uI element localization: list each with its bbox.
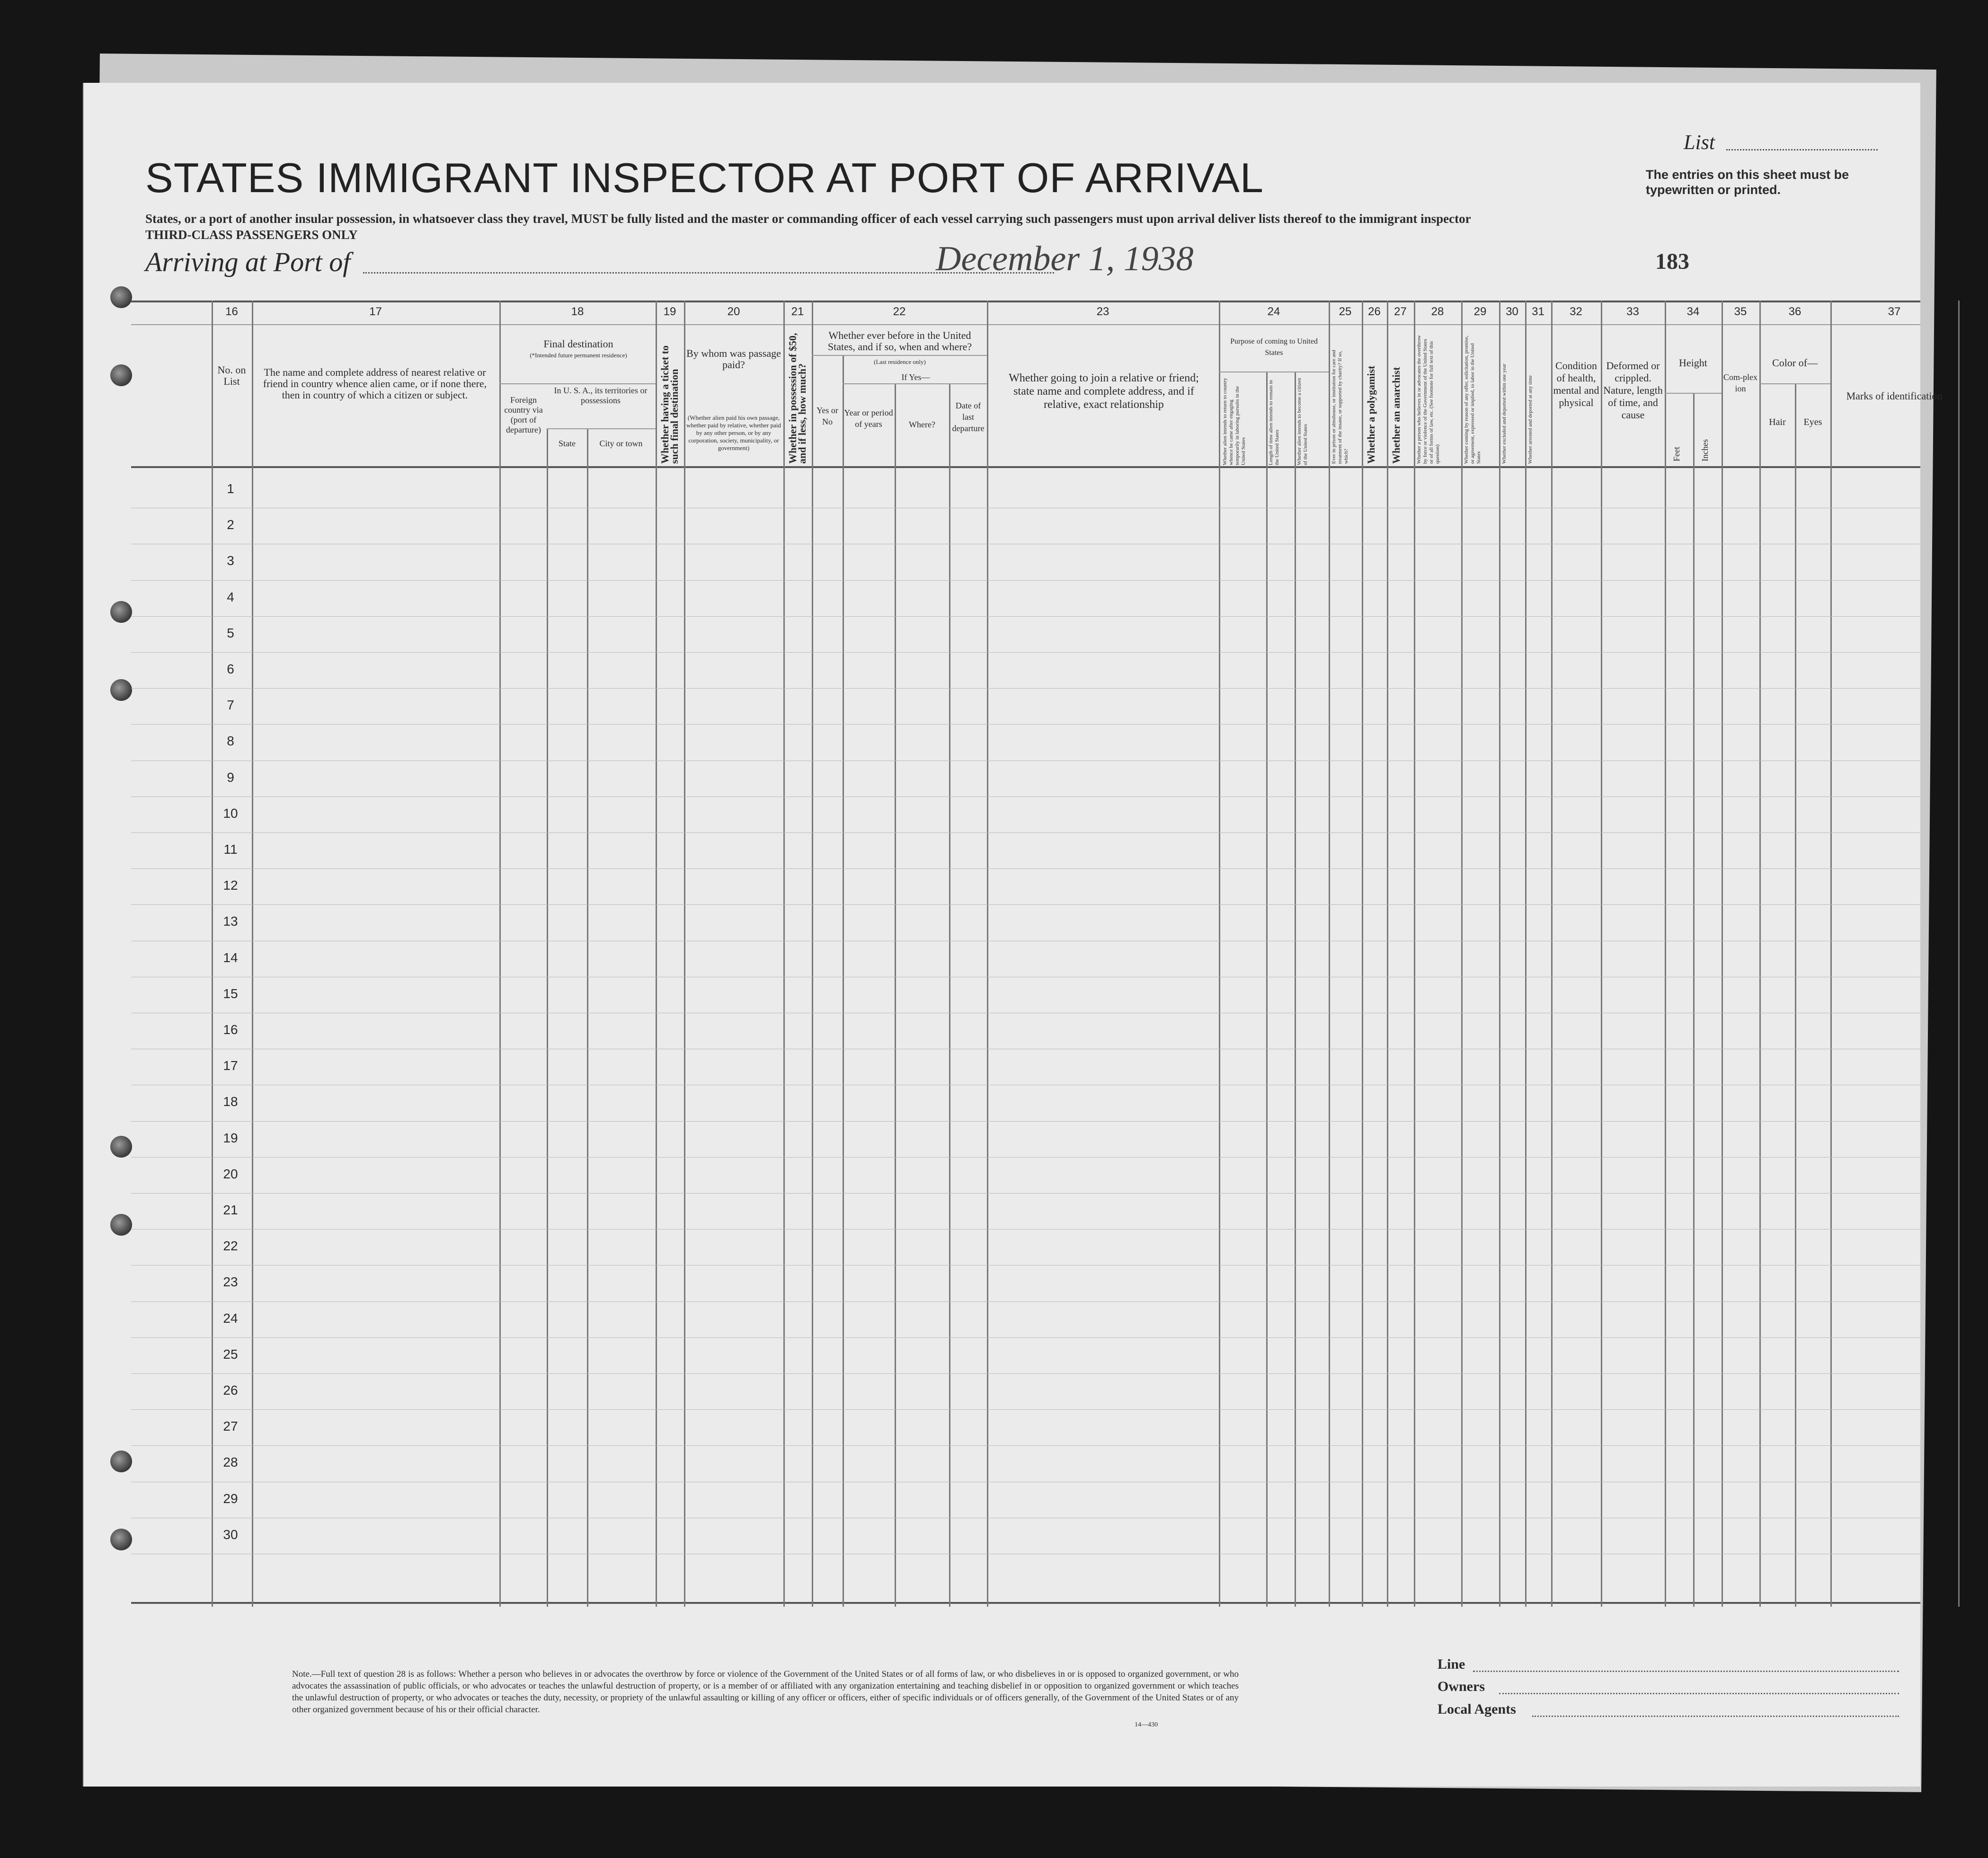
- col-divider: [499, 301, 501, 1607]
- col-divider: [812, 301, 813, 1607]
- header-ticket: Whether having a ticket to such final destination: [659, 345, 680, 464]
- header-final-destination-note: (*Intended future permanent residence): [530, 352, 627, 359]
- manifest-sheet: [83, 83, 1943, 1787]
- handwritten-date: December 1, 1938: [936, 239, 1194, 278]
- header-bottom-border: [131, 466, 1920, 468]
- colnum-32: 32: [1570, 305, 1582, 318]
- colnum-36: 36: [1788, 305, 1802, 318]
- col-divider: [843, 355, 844, 1607]
- header-in-usa: In U. S. A., its territories or possessions: [554, 386, 648, 405]
- header-polygamist: Whether a polygamist: [1365, 365, 1377, 464]
- colnum-29: 29: [1473, 305, 1487, 318]
- row-number: 26: [223, 1383, 238, 1398]
- col-divider: [1295, 372, 1296, 1607]
- header-overthrow: Whether a person who believes in or advocates the overthrow by force or violence of the Government of the United States or of all forms of law, etc. (See footnote for full text of this question): [1416, 335, 1440, 464]
- header-passage-paid: By whom was passage paid?: [686, 347, 781, 371]
- header-purpose-b: Length of time alien intends to remain in the United States: [1268, 380, 1280, 465]
- header-yes-no: Yes or No: [816, 406, 838, 426]
- col-divider: [1461, 301, 1463, 1607]
- table-row[interactable]: [131, 1229, 1920, 1230]
- row-number: 30: [223, 1527, 238, 1542]
- colnum-34: 34: [1686, 305, 1700, 318]
- col-divider: [1499, 301, 1500, 1607]
- row-number: 21: [223, 1203, 238, 1217]
- local-agents-field[interactable]: [1532, 1716, 1899, 1717]
- punch-hole: [110, 601, 132, 623]
- punch-hole: [110, 679, 132, 701]
- col-divider: [1525, 301, 1526, 1607]
- subtitle-instructions: States, or a port of another insular possession, in whatsoever class they travel, MUST be fully listed and the master or commanding officer of each vessel carrying such passengers must upon arrival deliver lists thereof to the immigrant inspector: [145, 212, 1471, 226]
- header-complexion: Com-plexion: [1723, 372, 1757, 393]
- row-number: 12: [223, 878, 238, 893]
- header-join-relative: Whether going to join a relative or friend; state name and complete address, and if relative, exact relationship: [1009, 372, 1199, 411]
- header-purpose-a: Whether alien intends to return to country whence he came after engaging temporarily in laboring pursuits in the United States: [1222, 378, 1246, 465]
- line-label: Line: [1438, 1656, 1465, 1672]
- header-inches: Inches: [1700, 439, 1710, 461]
- manifest-table: [131, 301, 1943, 1607]
- header-prison: Ever in prison or almshouse, or institution for care and treatment of the insane, or supported by charity? If so, which?: [1331, 350, 1349, 464]
- col-divider: [656, 301, 657, 1607]
- row-number: 7: [227, 698, 234, 713]
- c22-subdivider: [843, 383, 987, 384]
- owners-field[interactable]: [1499, 1693, 1899, 1694]
- c34-subdivider: [1665, 393, 1722, 394]
- row-number: 4: [227, 589, 234, 604]
- table-row[interactable]: [131, 1337, 1920, 1338]
- header-city: City or town: [599, 439, 643, 448]
- row-number: 25: [223, 1346, 238, 1362]
- header-final-destination: Final destination: [543, 338, 613, 350]
- colnum-37: 37: [1888, 305, 1901, 318]
- c18-subdivider: [499, 383, 656, 384]
- row-number: 23: [223, 1274, 238, 1290]
- colnum-divider: [131, 324, 1920, 325]
- date-month-day: December 1: [936, 239, 1106, 278]
- header-state: State: [559, 439, 576, 448]
- header-hair: Hair: [1769, 417, 1786, 427]
- date-year: 1938: [1123, 239, 1194, 278]
- col-divider: [1830, 301, 1832, 1607]
- table-row[interactable]: [131, 1445, 1920, 1446]
- table-row[interactable]: [131, 832, 1920, 833]
- col-divider: [1958, 301, 1960, 1607]
- list-label: List: [1684, 131, 1715, 154]
- header-excluded: Whether excluded and deported within one year: [1501, 363, 1507, 464]
- header-purpose-c: Whether alien intends to become a citizen of the United States: [1296, 378, 1308, 465]
- header-anarchist: Whether an anarchist: [1390, 367, 1402, 464]
- row-number: 22: [223, 1239, 238, 1254]
- table-row[interactable]: [131, 1301, 1920, 1302]
- colnum-21: 21: [791, 305, 804, 318]
- c18-subdivider: [547, 428, 656, 429]
- c22-subdivider: [812, 355, 987, 356]
- col-divider: [1665, 301, 1666, 1607]
- col-divider: [987, 301, 988, 1607]
- row-number: 17: [223, 1058, 238, 1073]
- col-divider: [1693, 393, 1695, 1607]
- form-subtitle: [145, 211, 1471, 243]
- punch-hole: [110, 286, 132, 308]
- page-number: 183: [1655, 249, 1689, 274]
- header-purpose: Purpose of coming to United States: [1230, 337, 1318, 357]
- header-no-on-list: No. on List: [217, 364, 246, 387]
- colnum-25: 25: [1339, 305, 1352, 318]
- c36-subdivider: [1759, 383, 1830, 384]
- col-divider: [1551, 301, 1553, 1607]
- row-number: 15: [223, 986, 238, 1001]
- header-passage-paid-note: (Whether alien paid his own passage, whether paid by relative, whether paid by any other person, or by any corporation, society, municipality, or government): [686, 414, 781, 451]
- colnum-24: 24: [1267, 305, 1280, 318]
- row-number: 6: [227, 662, 234, 676]
- punch-hole: [110, 1451, 132, 1472]
- col-divider: [1329, 301, 1330, 1607]
- row-number: 1: [227, 481, 234, 496]
- colnum-23: 23: [1096, 305, 1109, 318]
- table-row[interactable]: [131, 1157, 1920, 1158]
- arriving-label: Arriving at Port of: [145, 247, 351, 277]
- row-number: 8: [227, 734, 234, 749]
- colnum-22: 22: [893, 305, 906, 318]
- table-top-border: [131, 301, 1920, 302]
- punch-hole: [110, 364, 132, 386]
- row-number: 2: [227, 517, 234, 532]
- table-row[interactable]: [131, 1121, 1920, 1122]
- row-number: 3: [227, 553, 234, 568]
- col-divider: [783, 301, 785, 1607]
- header-ever-before-note: (Last residence only): [874, 358, 926, 365]
- row-number: 19: [223, 1130, 238, 1145]
- header-deported: Whether arrested and deported at any time: [1527, 375, 1533, 464]
- header-period: Year or period of years: [844, 408, 893, 429]
- footnote-question-28: Note.—Full text of question 28 is as follows: Whether a person who believes in or advocates the overthrow by force or violence of the Government of the United States or of all forms of law, or who disbelieves in or is opposed to organized government, or who advocates the assassination of public officials, or who advocates or teaches the unlawful destruction of property, or is a member of or affiliated with any organization entertaining and teaching disbelief in or opposition to organized government or which teaches the unlawful destruction of property, or who advocates or teaches the duty, necessity, or propriety of the unlawful assaulting or killing of any officer or officers, either of specific individuals or of officers generally, of the Government of the United States or of any other organized government because of his or their official character.: [292, 1669, 1239, 1715]
- row-number: 16: [223, 1022, 238, 1037]
- row-number: 10: [223, 805, 238, 821]
- header-eyes: Eyes: [1803, 417, 1822, 427]
- row-number: 28: [223, 1455, 238, 1470]
- table-row[interactable]: [131, 616, 1920, 617]
- subtitle-class: THIRD-CLASS PASSENGERS ONLY: [145, 228, 358, 242]
- colnum-17: 17: [369, 305, 382, 318]
- header-labor-offer: Whether coming by reason of any offer, solicitation, promise, or agreement, expressed or implied, to labor in the United States: [1464, 336, 1482, 464]
- table-bottom-border: [131, 1602, 1920, 1604]
- col-divider: [1759, 301, 1761, 1607]
- row-number: 11: [223, 842, 238, 857]
- row-number: 13: [223, 914, 238, 929]
- header-foreign-country: Foreign country via (port of departure): [504, 395, 543, 434]
- local-agents-label: Local Agents: [1438, 1701, 1516, 1717]
- header-ever-before: Whether ever before in the United States, and if so, when and where?: [827, 329, 972, 353]
- col-divider: [1601, 301, 1602, 1607]
- col-divider: [684, 301, 685, 1607]
- table-row[interactable]: [131, 1193, 1920, 1194]
- header-color-of: Color of—: [1772, 357, 1818, 369]
- col-divider: [252, 301, 253, 1607]
- table-row[interactable]: [131, 724, 1920, 725]
- colnum-28: 28: [1431, 305, 1444, 318]
- col-divider: [587, 428, 588, 1607]
- header-deformed: Deformed or crippled. Nature, length of time, and cause: [1603, 360, 1663, 421]
- header-last-departure: Date of last departure: [952, 401, 985, 433]
- colnum-19: 19: [663, 305, 676, 318]
- colnum-30: 30: [1506, 305, 1518, 318]
- header-where: Where?: [909, 420, 935, 429]
- row-number: 5: [227, 625, 234, 640]
- table-row[interactable]: [131, 1409, 1920, 1410]
- table-row[interactable]: [131, 652, 1920, 653]
- row-number: 29: [223, 1491, 238, 1506]
- colnum-26: 26: [1368, 305, 1381, 318]
- header-feet: Feet: [1672, 447, 1681, 461]
- owners-label: Owners: [1438, 1679, 1485, 1694]
- punch-hole: [110, 1529, 132, 1550]
- header-nearest-relative: The name and complete address of nearest relative or friend in country whence alien came, or if none there, then in country of which a citizen or subject.: [263, 366, 487, 401]
- row-number: 14: [223, 950, 238, 965]
- table-row[interactable]: [131, 868, 1920, 869]
- col-divider: [1795, 383, 1796, 1607]
- row-number: 18: [223, 1094, 238, 1109]
- header-fifty-dollars: Whether in possession of $50, and if less, how much?: [787, 333, 808, 464]
- col-divider: [1722, 301, 1723, 1607]
- colnum-18: 18: [571, 305, 584, 318]
- col-divider: [1219, 301, 1220, 1607]
- punch-hole: [110, 1136, 132, 1158]
- header-if-yes: If Yes—: [901, 372, 930, 382]
- table-row[interactable]: [131, 1373, 1920, 1374]
- col-divider: [1414, 301, 1415, 1607]
- table-row[interactable]: [131, 688, 1920, 689]
- col-divider: [547, 428, 548, 1607]
- colnum-16: 16: [225, 305, 238, 318]
- table-row[interactable]: [131, 580, 1920, 581]
- colnum-31: 31: [1532, 305, 1544, 318]
- col-divider: [949, 383, 950, 1607]
- col-divider: [212, 301, 213, 1607]
- col-divider: [895, 383, 896, 1607]
- list-field[interactable]: [1726, 149, 1878, 150]
- form-code: 14—430: [1135, 1721, 1158, 1728]
- colnum-27: 27: [1394, 305, 1407, 318]
- header-marks: Marks of identification: [1846, 390, 1943, 402]
- col-divider: [1362, 301, 1363, 1607]
- row-number: 27: [223, 1419, 238, 1434]
- colnum-35: 35: [1734, 305, 1747, 318]
- row-number: 20: [223, 1166, 238, 1181]
- col-divider: [1387, 301, 1388, 1607]
- punch-hole: [110, 1214, 132, 1236]
- form-title: STATES IMMIGRANT INSPECTOR AT PORT OF ARRIVAL: [145, 154, 1264, 201]
- header-health: Condition of health, mental and physical: [1553, 360, 1599, 408]
- row-number: 24: [223, 1310, 238, 1326]
- line-field[interactable]: [1473, 1671, 1899, 1672]
- colnum-20: 20: [727, 305, 740, 318]
- table-row[interactable]: [131, 904, 1920, 905]
- table-row[interactable]: [131, 796, 1920, 797]
- header-height: Height: [1679, 357, 1707, 369]
- colnum-33: 33: [1626, 305, 1639, 318]
- entries-note: The entries on this sheet must be typewritten or printed.: [1646, 168, 1849, 197]
- col-divider: [1266, 372, 1268, 1607]
- row-number: 9: [227, 770, 234, 785]
